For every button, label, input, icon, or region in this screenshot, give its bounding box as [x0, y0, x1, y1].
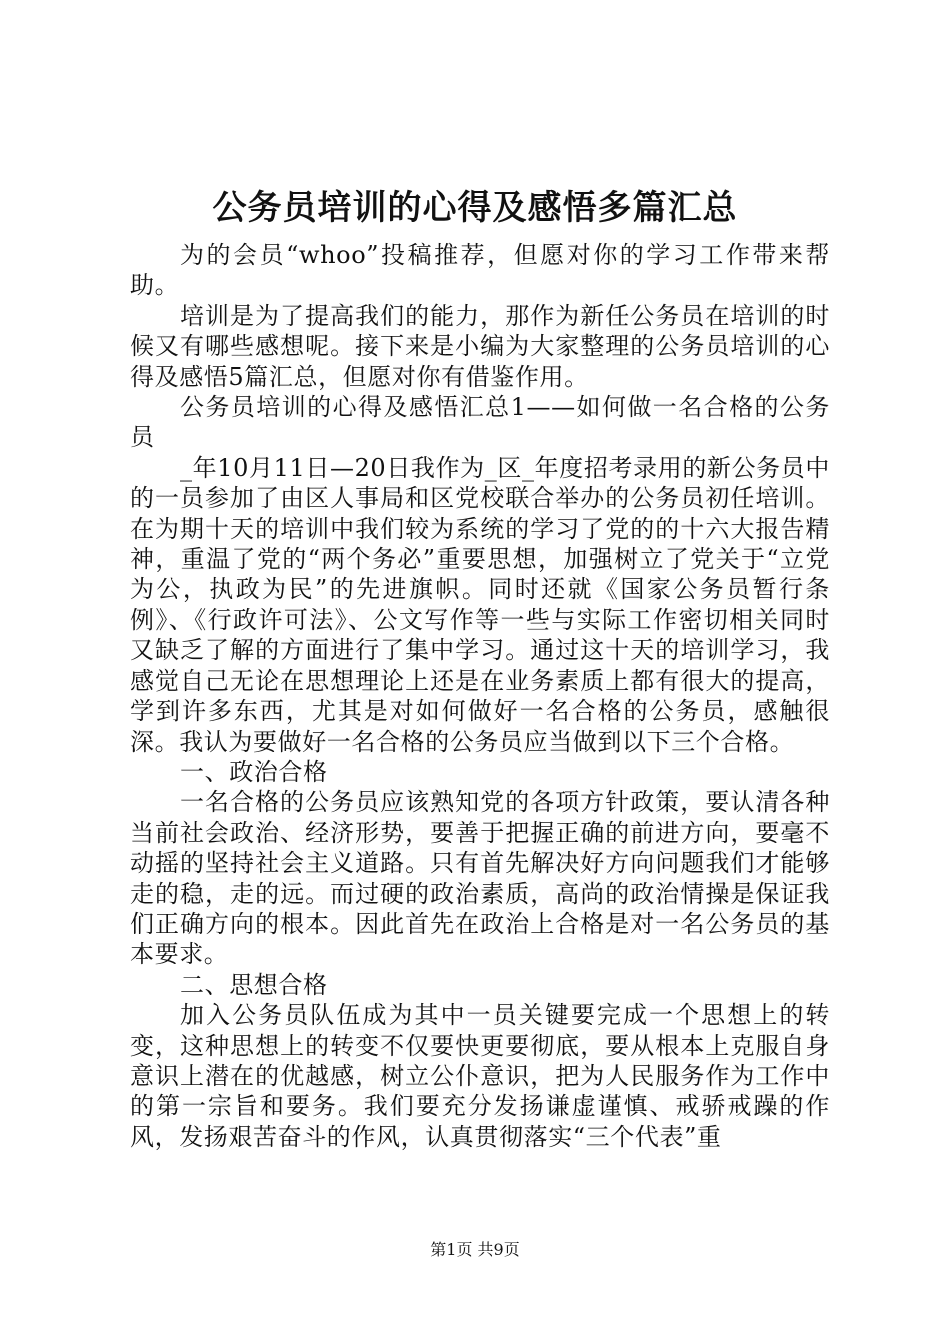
- paragraph-summary: 培训是为了提高我们的能力，那作为新任公务员在培训的时候又有哪些感想呢。接下来是小编为大家整理的公务员培训的心得及感悟5篇汇总，但愿对你有借鉴作用。: [130, 301, 830, 391]
- subheading-political: 一、政治合格: [180, 757, 328, 786]
- paragraph-political: 一名合格的公务员应该熟知党的各项方针政策，要认清各种当前社会政治、经济形势，要善于把握正确的前进方向，要毫不动摇的坚持社会主义道路。只有首先解决好方向问题我们才能够走的稳，走的远。而过硬的政治素质，高尚的政治情操是保证我们正确方向的根本。因此首先在政治上合格是对一名公务员的基本要求。: [130, 788, 830, 969]
- document-body: [130, 240, 830, 1152]
- paragraph-ideological: 加入公务员队伍成为其中一员关键要完成一个思想上的转变，这种思想上的转变不仅要快更要彻底，要从根本上克服自身意识上潜在的优越感，树立公仆意识，把为人民服务作为工作中的第一宗旨和要务。我们要充分发扬谦虚谨慎、戒骄戒躁的作风，发扬艰苦奋斗的作风，认真贯彻落实“三个代表”重: [130, 1001, 830, 1151]
- page-number: 第1页 共9页: [430, 1240, 520, 1259]
- document-title: 公务员培训的心得及感悟多篇汇总: [212, 188, 738, 228]
- paragraph-intro: 为的会员“whoo”投稿推荐，但愿对你的学习工作带来帮助。: [130, 241, 830, 300]
- subheading-ideological: 二、思想合格: [180, 970, 328, 999]
- paragraph-training: _年10月11日—20日我作为_区_年度招考录用的新公务员中的一员参加了由区人事局和区党校联合举办的公务员初任培训。在为期十天的培训中我们较为系统的学习了党的的十六大报告精神，重温了党的“两个务必”重要思想，加强树立了党关于“立党为公，执政为民”的先进旗帜。同时还就《国家公务员暂行条例》、《行政许可法》、公文写作等一些与实际工作密切相关同时又缺乏了解的方面进行了集中学习。通过这十天的培训学习，我感觉自己无论在思想理论上还是在业务素质上都有很大的提高，学到许多东西，尤其是对如何做好一名合格的公务员，感触很深。我认为要做好一名合格的公务员应当做到以下三个合格。: [130, 453, 830, 756]
- section-heading-1: 公务员培训的心得及感悟汇总1——如何做一名合格的公务员: [130, 393, 830, 452]
